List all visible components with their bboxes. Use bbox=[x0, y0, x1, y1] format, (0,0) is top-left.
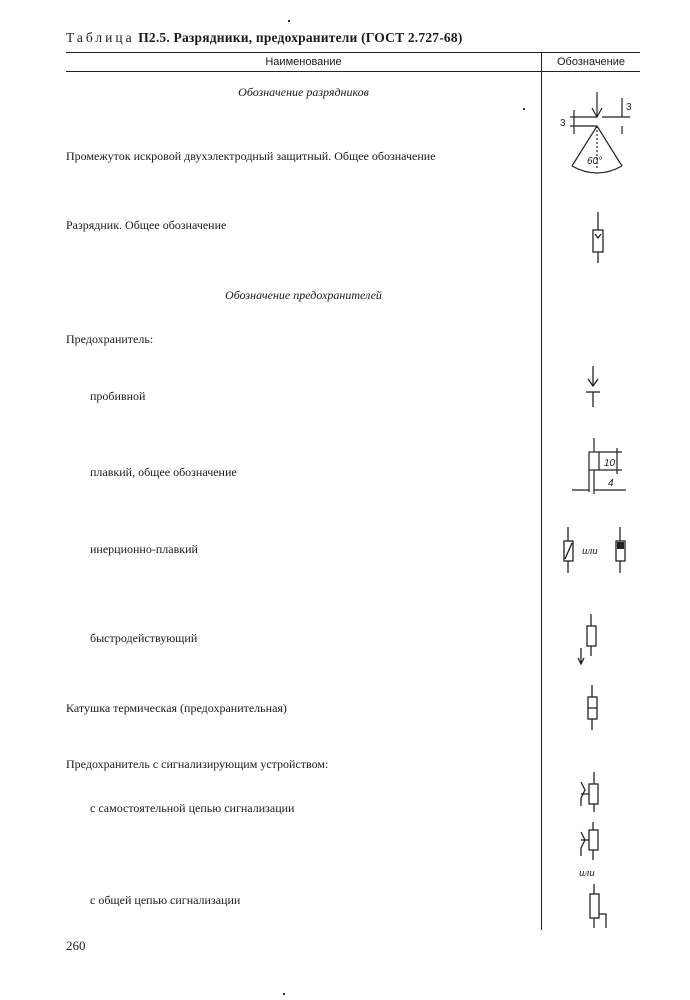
row-arrester: Разрядник. Общее обозначение bbox=[66, 218, 227, 232]
row-separate-signal: с самостоятельной цепью сигнализации bbox=[90, 801, 295, 815]
gap-dim-b: 3 bbox=[626, 102, 632, 113]
header-symbol: Обозначение bbox=[556, 56, 626, 68]
inertial-fuse-symbol bbox=[558, 525, 634, 575]
scan-speck bbox=[288, 20, 290, 22]
section-arresters: Обозначение разрядников bbox=[238, 85, 369, 99]
row-spark-gap: Промежуток искровой двухэлектродный защитный. Общее обозначение bbox=[66, 149, 436, 163]
row-signal-fuse-heading: Предохранитель с сигнализирующим устройством: bbox=[66, 757, 329, 771]
fuse-dim-h: 10 bbox=[604, 458, 616, 469]
fuse-separate-signal-symbol bbox=[567, 770, 617, 885]
table-header-rule bbox=[66, 71, 640, 72]
fuse-common-signal-symbol bbox=[580, 882, 620, 932]
section-fuses: Обозначение предохранителей bbox=[225, 288, 382, 302]
table-title-prefix: Таблица bbox=[66, 30, 135, 45]
row-breakdown-fuse: пробивной bbox=[90, 389, 146, 403]
gap-dim-a: 3 bbox=[560, 118, 566, 129]
row-fusible-fuse: плавкий, общее обозначение bbox=[90, 465, 237, 479]
page-number: 260 bbox=[66, 938, 86, 953]
spark-gap-symbol bbox=[550, 90, 640, 180]
table-title bbox=[66, 30, 463, 46]
thermal-coil-symbol bbox=[580, 683, 610, 733]
or-label-1: или bbox=[582, 545, 598, 557]
row-thermal-coil: Катушка термическая (предохранительная) bbox=[66, 701, 287, 715]
gap-angle-label: 60° bbox=[587, 156, 603, 167]
row-inertial-fuse: инерционно-плавкий bbox=[90, 542, 198, 556]
or-label-2: или bbox=[579, 867, 595, 879]
scan-speck bbox=[283, 993, 285, 995]
fusible-fuse-symbol bbox=[570, 436, 632, 498]
table-title-text: П2.5. Разрядники, предохранители (ГОСТ 2.727-68) bbox=[138, 30, 463, 45]
fuse-dim-w: 4 bbox=[608, 478, 614, 489]
row-fuse-heading: Предохранитель: bbox=[66, 332, 154, 346]
row-fast-fuse: быстродействующий bbox=[90, 631, 198, 645]
fast-fuse-symbol bbox=[576, 612, 606, 667]
scan-speck bbox=[523, 108, 525, 110]
arrester-symbol bbox=[585, 210, 615, 265]
breakdown-fuse-symbol bbox=[580, 362, 610, 410]
header-name: Наименование bbox=[265, 56, 342, 68]
table-top-rule bbox=[66, 52, 640, 53]
row-common-signal: с общей цепью сигнализации bbox=[90, 893, 241, 907]
table-column-divider bbox=[541, 52, 542, 930]
